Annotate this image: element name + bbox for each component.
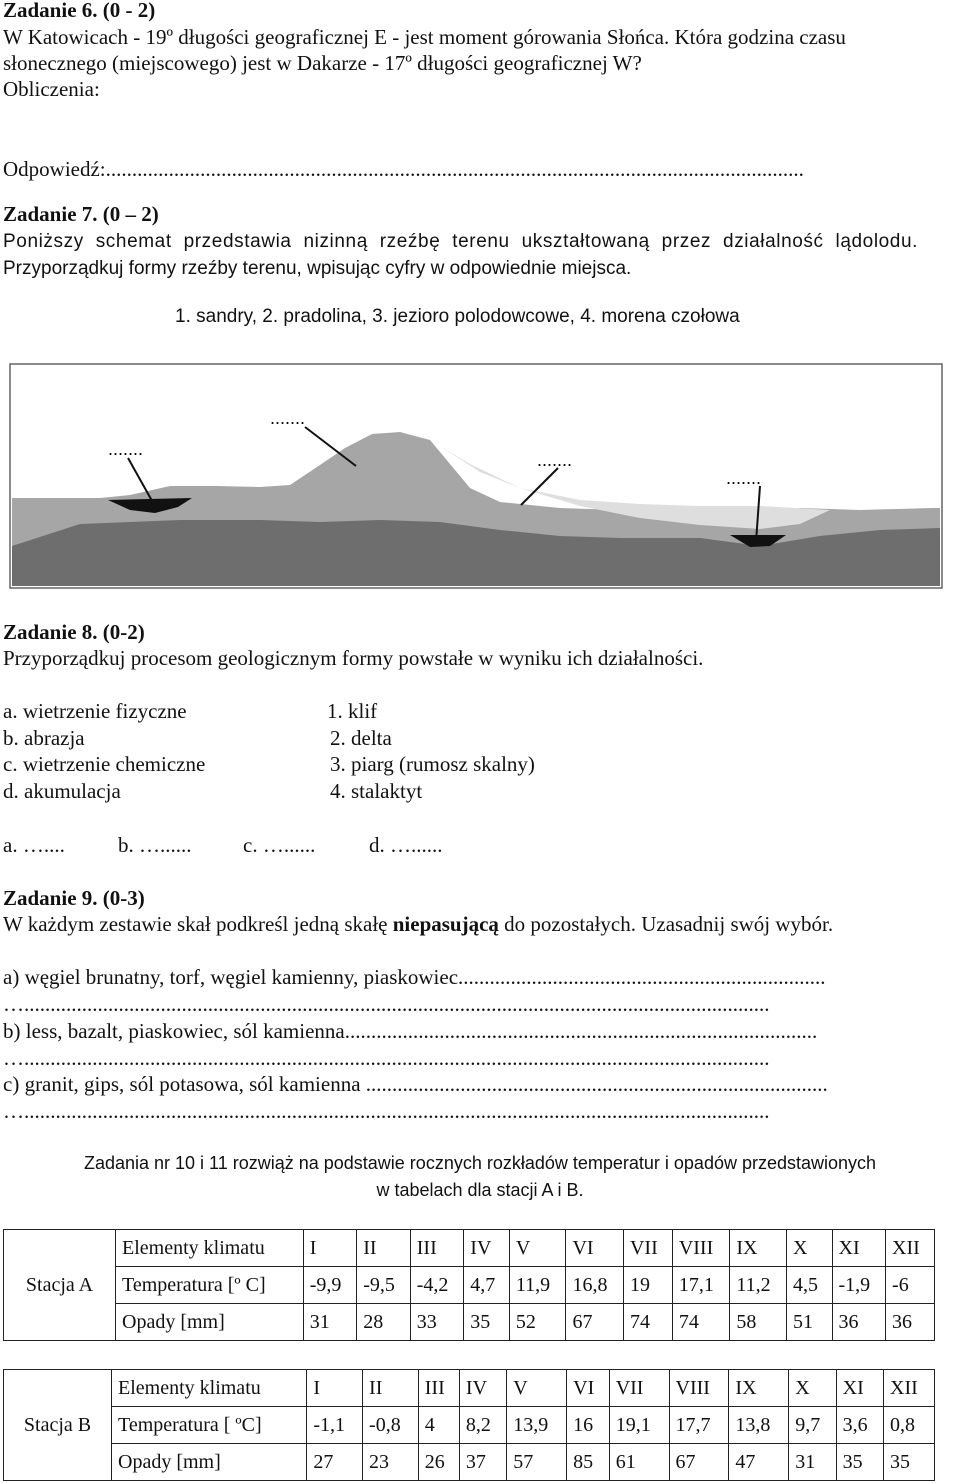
table-cell: 57: [507, 1444, 567, 1481]
rock-set-c: c) granit, gips, sól potasowa, sól kamienna ........................................................................................: [3, 1072, 828, 1096]
table-header-cell: I: [307, 1370, 363, 1407]
form-item: 1. klif: [327, 699, 378, 723]
table-header-cell: Elementy klimatu: [112, 1370, 307, 1407]
table-header-cell: III: [418, 1370, 459, 1407]
table-header-cell: II: [357, 1230, 411, 1267]
table-cell: 27: [307, 1444, 363, 1481]
table-header-cell: XI: [836, 1370, 883, 1407]
table-cell: 13,9: [507, 1407, 567, 1444]
table-cell: 16: [567, 1407, 610, 1444]
table-header-cell: X: [786, 1230, 832, 1267]
task8-heading: Zadanie 8. (0-2): [3, 620, 145, 644]
answer-blank-b[interactable]: b. …......: [118, 833, 192, 857]
table-cell: 9,7: [789, 1407, 836, 1444]
table-cell: 16,8: [566, 1267, 624, 1304]
table-cell: 37: [459, 1444, 506, 1481]
table-row-label: Opady [mm]: [112, 1444, 307, 1481]
table-cell: -9,5: [357, 1267, 411, 1304]
table-cell: 19,1: [609, 1407, 669, 1444]
task6-calc-label: Obliczenia:: [3, 77, 100, 101]
table-header-cell: IV: [459, 1370, 506, 1407]
table-cell: 3,6: [836, 1407, 883, 1444]
process-item: c. wietrzenie chemiczne: [3, 752, 206, 776]
table-cell: 36: [886, 1304, 935, 1341]
table-cell: 23: [363, 1444, 419, 1481]
task6-question-line1: W Katowicach - 19º długości geograficznej E - jest moment górowania Słońca. Która godzina czasu: [3, 25, 846, 49]
process-item: b. abrazja: [3, 726, 85, 750]
table-row-label: Temperatura [ ºC]: [112, 1407, 307, 1444]
table-cell: -4,2: [410, 1267, 464, 1304]
task7-instruction-line1: Poniższy schemat przedstawia nizinną rzeźbę terenu ukształtowaną przez działalność lądolodu.: [3, 231, 919, 252]
table-header-cell: VI: [566, 1230, 624, 1267]
answer-blank-d[interactable]: d. …......: [369, 833, 443, 857]
table-cell: 11,2: [730, 1267, 787, 1304]
station-label: Stacja B: [4, 1370, 112, 1481]
tables-intro-line2: w tabelach dla stacji A i B.: [376, 1180, 584, 1200]
table-cell: 35: [836, 1444, 883, 1481]
task6-heading: Zadanie 6. (0 - 2): [3, 0, 156, 22]
table-row-label: Opady [mm]: [116, 1304, 304, 1341]
task9-heading: Zadanie 9. (0-3): [3, 886, 145, 910]
table-header-cell: V: [507, 1370, 567, 1407]
blank-label-moraine: .......: [270, 408, 306, 428]
table-cell: 52: [509, 1304, 566, 1341]
table-cell: 33: [410, 1304, 464, 1341]
table-header-cell: VIII: [669, 1370, 729, 1407]
table-cell: 47: [729, 1444, 789, 1481]
station-label: Stacja A: [4, 1230, 116, 1341]
table-cell: 35: [464, 1304, 510, 1341]
task9-instruction: [3, 912, 833, 937]
climate-table-station-a: [3, 1229, 935, 1341]
task8-instruction: Przyporządkuj procesom geologicznym formy powstałe w wyniku ich działalności.: [3, 646, 704, 670]
process-item: d. akumulacja: [3, 779, 121, 803]
table-cell: 85: [567, 1444, 610, 1481]
table-cell: 31: [303, 1304, 357, 1341]
table-cell: 36: [832, 1304, 886, 1341]
table-cell: -1,9: [832, 1267, 886, 1304]
table-cell: 28: [357, 1304, 411, 1341]
table-cell: -6: [886, 1267, 935, 1304]
table-cell: -9,9: [303, 1267, 357, 1304]
table-cell: 4: [418, 1407, 459, 1444]
blank-label-lake: .......: [108, 439, 144, 459]
table-header-cell: I: [303, 1230, 357, 1267]
instruction-emphasis: niepasującą: [392, 912, 499, 936]
task7-options: 1. sandry, 2. pradolina, 3. jezioro polodowcowe, 4. morena czołowa: [175, 306, 740, 327]
table-cell: 13,8: [729, 1407, 789, 1444]
table-cell: 67: [669, 1444, 729, 1481]
table-cell: 17,7: [669, 1407, 729, 1444]
table-cell: 51: [786, 1304, 832, 1341]
task6-question-line2: słonecznego (miejscowego) jest w Dakarze - 17º długości geograficznej W?: [3, 51, 642, 75]
table-header-cell: IV: [464, 1230, 510, 1267]
table-cell: 74: [623, 1304, 672, 1341]
table-cell: -0,8: [363, 1407, 419, 1444]
table-cell: 61: [609, 1444, 669, 1481]
instruction-text: do pozostałych. Uzasadnij swój wybór.: [498, 912, 834, 936]
table-header-cell: V: [509, 1230, 566, 1267]
table-header-cell: III: [410, 1230, 464, 1267]
tables-intro-line1: Zadania nr 10 i 11 rozwiąż na podstawie rocznych rozkładów temperatur i opadów przedstawionych: [83, 1153, 877, 1173]
table-header-cell: II: [363, 1370, 419, 1407]
table-header-cell: VIII: [672, 1230, 730, 1267]
answer-line[interactable]: …..............................................................................................................................................: [3, 1099, 770, 1123]
table-cell: 26: [418, 1444, 459, 1481]
table-header-cell: VII: [623, 1230, 672, 1267]
table-header-cell: VI: [567, 1370, 610, 1407]
table-header-cell: XI: [832, 1230, 886, 1267]
rock-set-a: a) węgiel brunatny, torf, węgiel kamienny, piaskowiec......................................................................: [3, 965, 826, 989]
blank-label-valley: .......: [726, 468, 762, 488]
table-cell: 58: [730, 1304, 787, 1341]
form-item: 4. stalaktyt: [330, 779, 423, 803]
table-header-cell: XII: [886, 1230, 935, 1267]
table-header-cell: VII: [609, 1370, 669, 1407]
table-row-label: Temperatura [º C]: [116, 1267, 304, 1304]
table-cell: 11,9: [509, 1267, 566, 1304]
climate-table-station-b: [3, 1369, 935, 1481]
table-cell: 4,5: [786, 1267, 832, 1304]
table-cell: -1,1: [307, 1407, 363, 1444]
table-header-cell: IX: [730, 1230, 787, 1267]
task7-instruction-line2: Przyporządkuj formy rzeźby terenu, wpisując cyfry w odpowiednie miejsca.: [3, 258, 632, 279]
table-cell: 17,1: [672, 1267, 730, 1304]
table-cell: 74: [672, 1304, 730, 1341]
answer-line[interactable]: …..............................................................................................................................................: [3, 992, 770, 1016]
task6-answer-line[interactable]: Odpowiedź:.....................................................................................................................................: [3, 157, 804, 181]
task7-heading: Zadanie 7. (0 – 2): [3, 202, 159, 226]
rock-set-b: b) less, bazalt, piaskowiec, sól kamienna..........................................................................................: [3, 1019, 818, 1043]
process-item: a. wietrzenie fizyczne: [3, 699, 187, 723]
table-cell: 4,7: [464, 1267, 510, 1304]
table-cell: 35: [884, 1444, 935, 1481]
table-cell: 19: [623, 1267, 672, 1304]
blank-label-sandur: .......: [537, 450, 573, 470]
table-header-cell: IX: [729, 1370, 789, 1407]
table-cell: 0,8: [884, 1407, 935, 1444]
table-header-cell: Elementy klimatu: [116, 1230, 304, 1267]
answer-blank-a[interactable]: a. …....: [3, 833, 65, 857]
form-item: 2. delta: [330, 726, 392, 750]
glacial-landform-diagram: [0, 360, 960, 600]
form-item: 3. piarg (rumosz skalny): [330, 752, 535, 776]
table-cell: 8,2: [459, 1407, 506, 1444]
answer-blank-c[interactable]: c. …......: [243, 833, 316, 857]
answer-line[interactable]: …..............................................................................................................................................: [3, 1046, 770, 1070]
instruction-text: W każdym zestawie skał podkreśl jedną skałę: [3, 912, 393, 936]
table-header-cell: XII: [884, 1370, 935, 1407]
table-cell: 31: [789, 1444, 836, 1481]
table-header-cell: X: [789, 1370, 836, 1407]
table-cell: 67: [566, 1304, 624, 1341]
